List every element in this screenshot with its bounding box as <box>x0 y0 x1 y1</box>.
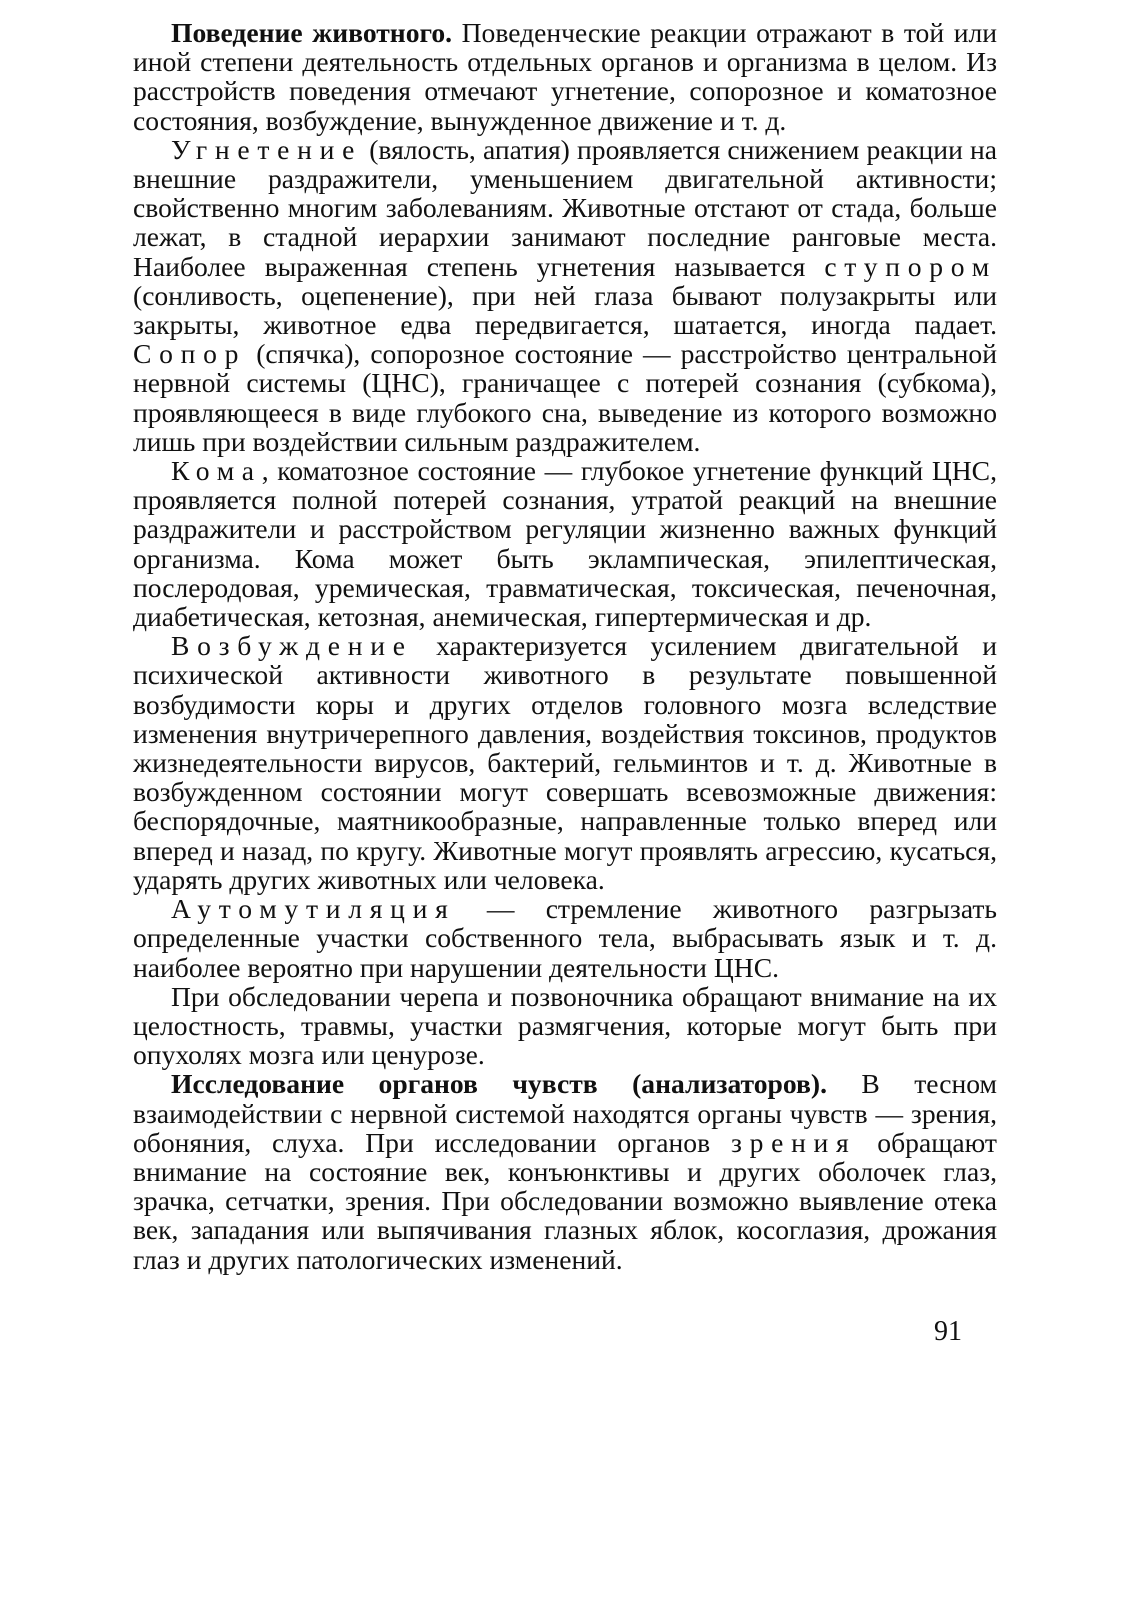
paragraph-text: обращают внимание на состояние век, конъюнктивы и других оболочек глаз, зрачка, сетчатки, зрения. При обследовании возможно выявление отека век, западания или выпячивания глазных яблок, косоглазия, дрожания глаз и других патологических изменений. <box>133 1126 997 1275</box>
paragraph-text: (вялость, апатия) проявляется снижением реакции на внешние раздражители, уменьшением двигательной активности; свойственно многим заболеваниям. Животные отстают от стада, больше лежат, в стадной иерархии занимают последние ранговые места. Наиболее выраженная степень угнетения называется <box>133 133 997 282</box>
paragraph-text: При обследовании черепа и позвоночника обращают внимание на их целостность, травмы, участки размягчения, которые могут быть при опухолях мозга или ценурозе. <box>133 980 997 1071</box>
paragraph-text: — стремление животного разгрызать определенные участки собственного тела, выбрасывать язык и т. д. наиболее вероятно при нарушении деятельности ЦНС. <box>133 893 997 983</box>
term-coma: Кома <box>171 455 262 487</box>
paragraph-depression <box>133 135 997 456</box>
page-number: 91 <box>934 1316 962 1347</box>
term-vision: зрения <box>730 1126 857 1158</box>
paragraph-automutilation <box>133 894 997 982</box>
paragraph-behavior <box>133 18 997 135</box>
paragraph-text: (спячка), сопорозное состояние — расстройство центральной нервной системы (ЦНС), граничащее с потерей сознания (субкома), проявляющееся в виде глубокого сна, выведение из которого возможно лишь при воздействии сильным раздражителем. <box>133 338 997 457</box>
paragraph-text: характеризуется усилением двигательной и психической активности животного в результате повышенной возбудимости коры и других отделов головного мозга вследствие изменения внутричерепного давления, воздействия токсинов, продуктов жизнедеятельности вирусов, бактерий, гельминтов и т. д. Животные в возбужденном состоянии могут совершать всевозможные движения: беспорядочные, маятникообразные, направленные только вперед или вперед и назад, по кругу. Животные могут проявлять агрессию, кусаться, ударять других животных или человека. <box>133 630 997 895</box>
paragraph-sense-organs <box>133 1069 997 1273</box>
term-stupor: ступором <box>824 250 997 282</box>
term-sopor: Сопор <box>133 338 247 370</box>
paragraph-skull-spine <box>133 982 997 1070</box>
term-automutilation: Аутомутиляция <box>171 893 456 925</box>
paragraph-coma <box>133 456 997 631</box>
term-excitation: Возбуждение <box>171 630 413 662</box>
paragraph-text: В тесном взаимодействии с нервной системой находятся органы чувств — зрения, обоняния, слуха. При исследовании органов <box>133 1068 997 1158</box>
page-body <box>133 18 997 1274</box>
paragraph-excitation <box>133 631 997 894</box>
paragraph-text: Поведенческие реакции отражают в той или иной степени деятельность отдельных органов и организма в целом. Из расстройств поведения отмечают угнетение, сопорозное и коматозное состояния, возбуждение, вынужденное движение и т. д. <box>133 17 997 136</box>
term-depression: Угнетение <box>171 133 363 165</box>
heading-behavior: Поведение животного. <box>171 17 453 48</box>
paragraph-text: (сонливость, оцепенение), при ней глаза бывают полузакрыты или закрыты, животное едва передвигается, шатается, иногда падает. <box>133 279 997 341</box>
paragraph-text: , коматозное состояние — глубокое угнетение функций ЦНС, проявляется полной потерей сознания, утратой реакций на внешние раздражители и расстройством регуляции жизненно важных функций организма. Кома может быть эклампическая, эпилептическая, послеродовая, уремическая, травматическая, токсическая, печеночная, диабетическая, кетозная, анемическая, гипертермическая и др. <box>133 455 997 633</box>
heading-sense-organs: Исследование органов чувств (анализаторов). <box>171 1068 827 1100</box>
